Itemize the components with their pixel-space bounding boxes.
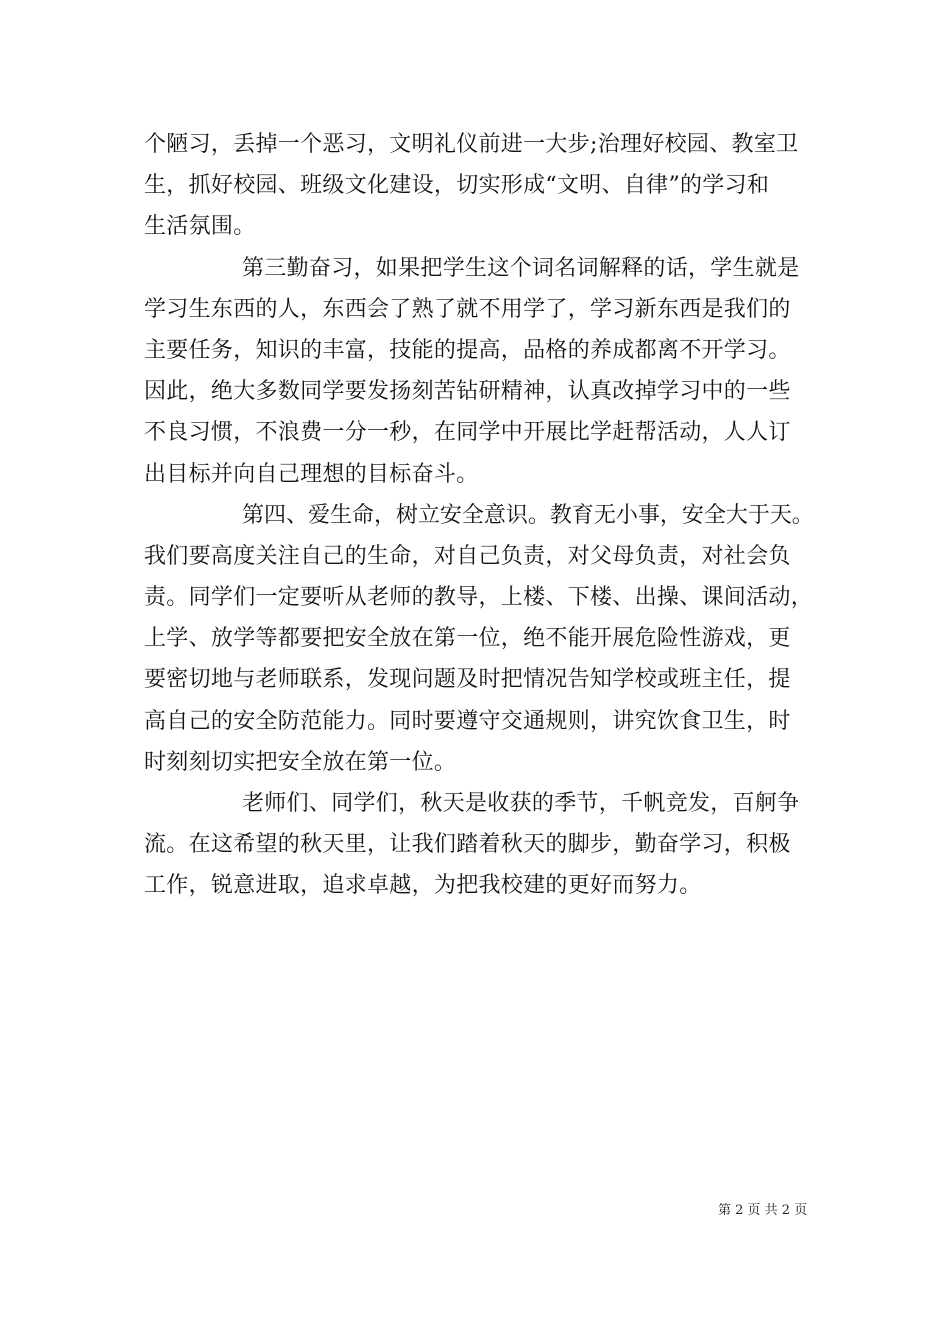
text-line: 主要任务，知识的丰富，技能的提高，品格的养成都离不开学习。 — [144, 337, 791, 363]
text-line: 学习生东西的人，东西会了熟了就不用学了，学习新东西是我们的 — [144, 296, 791, 322]
text-line: 第三勤奋习，如果把学生这个词名词解释的话，学生就是 — [242, 255, 800, 281]
paragraph — [144, 495, 814, 783]
text-line: 上学、放学等都要把安全放在第一位，绝不能开展危险性游戏，更 — [144, 626, 791, 652]
text-line: 不良习惯，不浪费一分一秒，在同学中开展比学赶帮活动，人人订 — [144, 420, 791, 446]
document-body — [144, 124, 814, 907]
text-line: 工作，锐意进取，追求卓越，为把我校建的更好而努力。 — [144, 873, 702, 899]
text-line: 第四、爱生命，树立安全意识。教育无小事，安全大于天。 — [242, 502, 814, 528]
text-line: 老师们、同学们，秋天是收获的季节，千帆竞发，百舸争 — [242, 791, 800, 816]
text-line: 高自己的安全防范能力。同时要遵守交通规则，讲究饮食卫生，时 — [144, 708, 791, 734]
text-line: 要密切地与老师联系，发现问题及时把情况告知学校或班主任，提 — [144, 667, 791, 693]
text-line: 生活氛围。 — [144, 214, 256, 240]
text-line: 流。在这希望的秋天里，让我们踏着秋天的脚步，勤奋学习，积极 — [144, 832, 791, 858]
paragraph — [144, 124, 814, 248]
paragraph — [144, 783, 814, 907]
page-number-footer: 第 2 页 共 2 页 — [718, 1203, 808, 1218]
text-line: 因此，绝大多数同学要发扬刻苦钻研精神，认真改掉学习中的一些 — [144, 379, 791, 405]
text-line: 个陋习，丢掉一个恶习，文明礼仪前进一大步;治理好校园、教室卫 — [144, 132, 799, 157]
text-line: 生，抓好校园、班级文化建设，切实形成“文明、自律”的学习和 — [144, 173, 770, 199]
paragraph — [144, 248, 814, 495]
text-line: 时刻刻切实把安全放在第一位。 — [144, 749, 457, 775]
text-line: 出目标并向自己理想的目标奋斗。 — [144, 461, 479, 487]
text-line: 我们要高度关注自己的生命，对自己负责，对父母负责，对社会负 — [144, 543, 791, 569]
text-line: 责。同学们一定要听从老师的教导，上楼、下楼、出操、课间活动， — [144, 585, 814, 611]
